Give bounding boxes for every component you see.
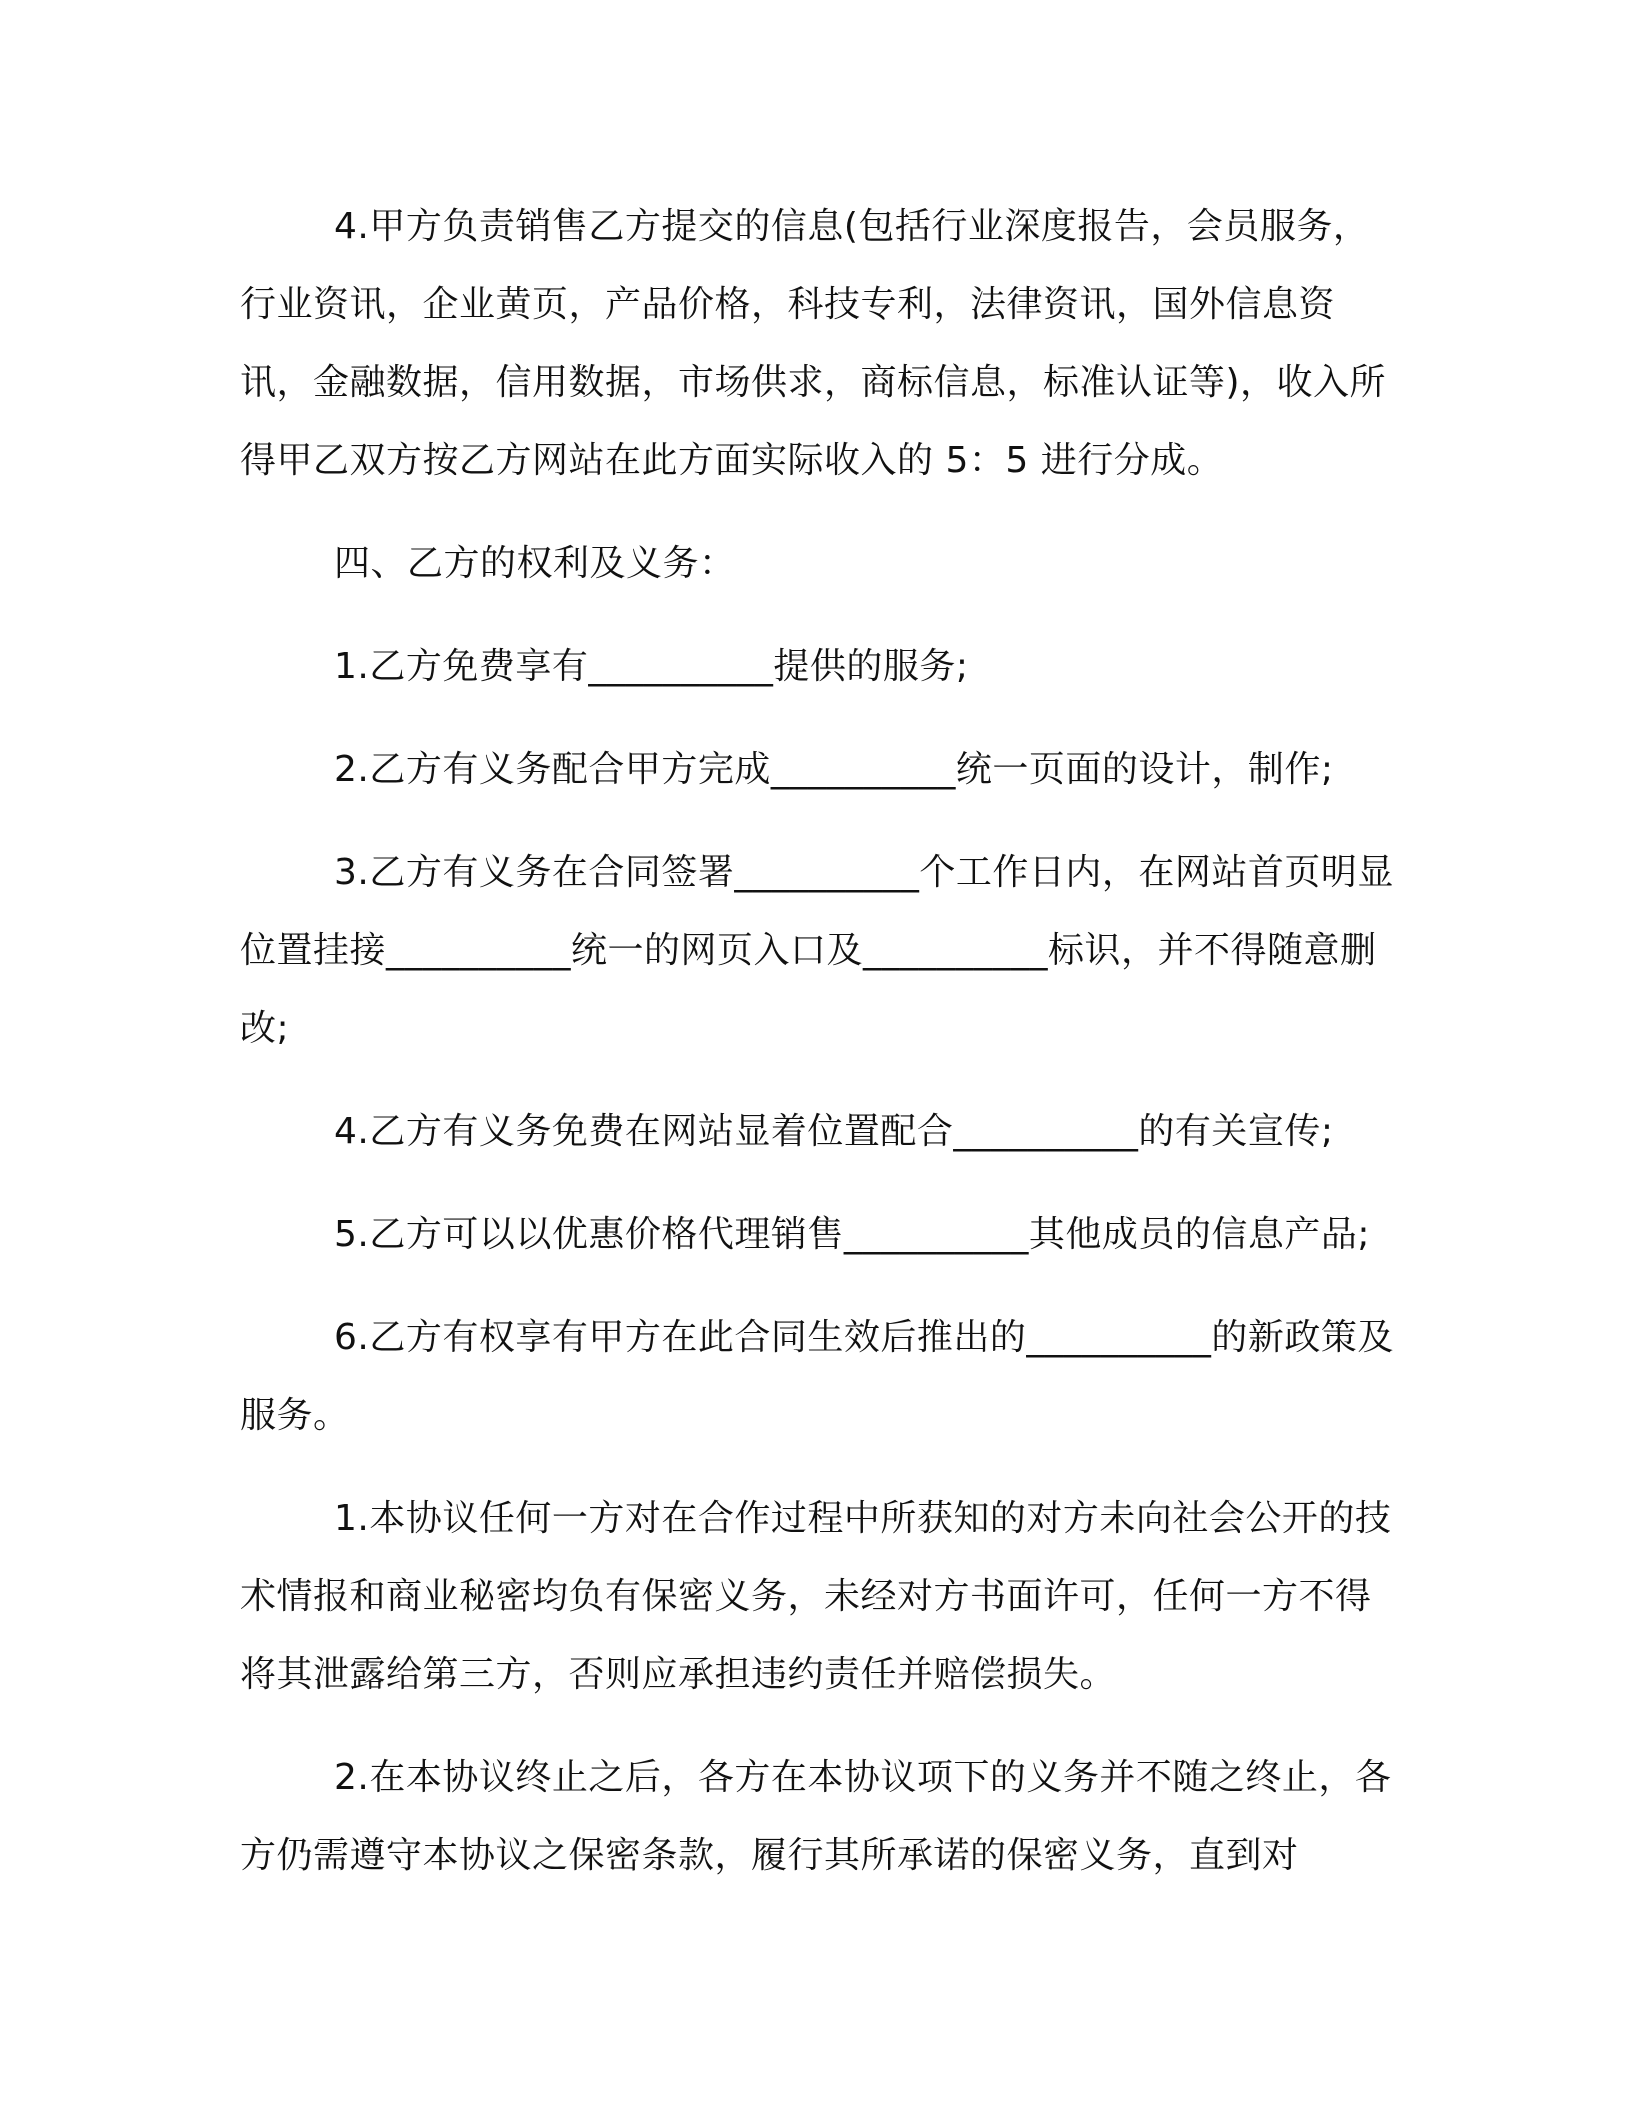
paragraph-clause-4-3: 3.乙方有义务在合同签署__________个工作日内，在网站首页明显位置挂接__________统一的网页入口及__________标识，并不得随意删改; xyxy=(240,852,1394,1049)
paragraph-clause-4-1: 1.乙方免费享有__________提供的服务; xyxy=(334,646,969,687)
paragraph-clause-3-4: 4.甲方负责销售乙方提交的信息(包括行业深度报告，会员服务，行业资讯，企业黄页，产品价格，科技专利，法律资讯，国外信息资讯，金融数据，信用数据，市场供求，商标信息，标准认证等)，收入所得甲乙双方按乙方网站在此方面实际收入的 5：5 进行分成。 xyxy=(240,206,1387,481)
paragraph-clause-4-2: 2.乙方有义务配合甲方完成__________统一页面的设计，制作; xyxy=(334,749,1334,790)
document-body xyxy=(240,188,1400,1895)
paragraph-clause-4-6: 6.乙方有权享有甲方在此合同生效后推出的__________的新政策及服务。 xyxy=(240,1317,1394,1436)
paragraph-clause-4-4: 4.乙方有义务免费在网站显着位置配合__________的有关宣传; xyxy=(334,1111,1334,1152)
paragraph-clause-4-5: 5.乙方可以以优惠价格代理销售__________其他成员的信息产品; xyxy=(334,1214,1370,1255)
paragraph-confidentiality-1: 1.本协议任何一方对在合作过程中所获知的对方未向社会公开的技术情报和商业秘密均负有保密义务，未经对方书面许可，任何一方不得将其泄露给第三方，否则应承担违约责任并赔偿损失。 xyxy=(240,1498,1392,1695)
section-heading-party-b-rights: 四、乙方的权利及义务： xyxy=(334,543,736,584)
paragraph-confidentiality-2: 2.在本协议终止之后，各方在本协议项下的义务并不随之终止，各方仍需遵守本协议之保密条款，履行其所承诺的保密义务，直到对 xyxy=(240,1757,1392,1876)
